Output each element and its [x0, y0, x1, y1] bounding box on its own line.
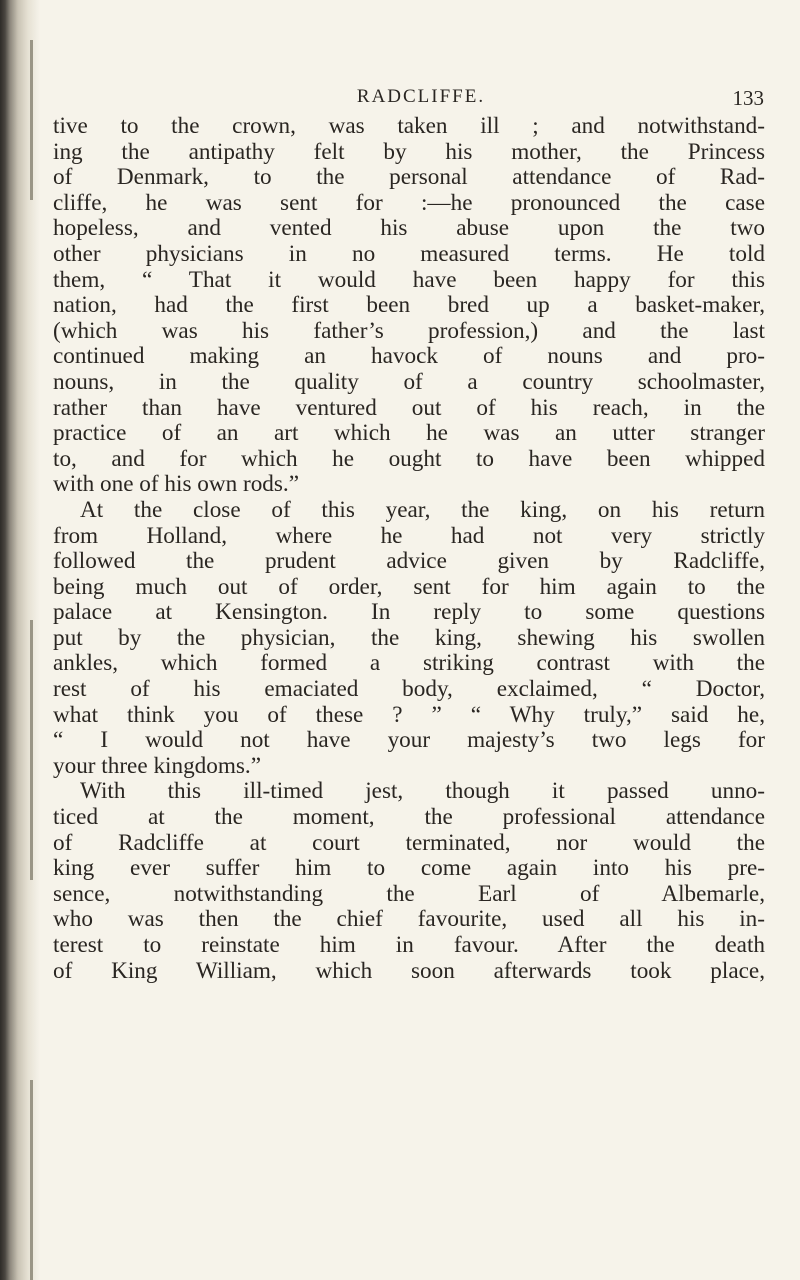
text-line: from Holland, where he had not very strictly — [53, 522, 765, 549]
page-number: 133 — [732, 86, 764, 110]
text-line: nation, had the first been bred up a basket-maker, — [53, 292, 765, 319]
book-spine-shadow — [0, 0, 40, 1280]
text-line: put by the physician, the king, shewing his swollen — [53, 624, 765, 651]
text-line: rather than have ventured out of his reach, in the — [53, 394, 765, 421]
text-line: “ I would not have your majesty’s two legs for — [53, 727, 765, 754]
text-line: terest to reinstate him in favour. After the death — [53, 932, 765, 958]
text-line: to, and for which he ought to have been whipped — [53, 445, 765, 472]
text-line: with one of his own rods.” — [53, 471, 300, 498]
spine-gutter-line — [30, 40, 33, 200]
text-line: them, “ That it would have been happy for this — [53, 266, 765, 293]
paragraph-start-line: With this ill-timed jest, though it passed unno- — [80, 778, 765, 805]
text-line: palace at Kensington. In reply to some questions — [53, 599, 765, 626]
text-line: of Radcliffe at court terminated, nor would the — [53, 829, 765, 856]
text-line: nouns, in the quality of a country schoolmaster, — [53, 368, 765, 395]
text-line: what think you of these ? ” “ Why truly,” said he, — [53, 701, 765, 728]
text-line: ing the antipathy felt by his mother, the Princess — [53, 138, 765, 165]
text-line: of King William, which soon afterwards took place, — [53, 957, 765, 984]
spine-gutter-line — [30, 620, 33, 880]
text-line: (which was his father’s profession,) and the last — [53, 317, 765, 344]
text-line: ticed at the moment, the professional attendance — [53, 804, 765, 831]
spine-gutter-line — [30, 1080, 33, 1280]
text-line: practice of an art which he was an utter stranger — [53, 420, 765, 447]
paragraph-start-line: At the close of this year, the king, on his return — [80, 496, 765, 523]
page-header — [58, 86, 764, 116]
text-line: other physicians in no measured terms. He told — [53, 240, 765, 267]
text-line: your three kingdoms.” — [53, 752, 261, 779]
text-line: who was then the chief favourite, used all his in- — [53, 906, 765, 933]
text-line: hopeless, and vented his abuse upon the two — [53, 215, 765, 242]
text-line: king ever suffer him to come again into his pre- — [53, 855, 765, 882]
text-line: of Denmark, to the personal attendance of Rad- — [53, 164, 765, 191]
text-line: rest of his emaciated body, exclaimed, “ Doctor, — [53, 676, 765, 703]
text-line: continued making an havock of nouns and pro- — [53, 343, 765, 370]
text-line: tive to the crown, was taken ill ; and notwithstand- — [53, 113, 765, 139]
text-line: being much out of order, sent for him again to the — [53, 573, 765, 600]
text-line: cliffe, he was sent for :—he pronounced the case — [53, 189, 765, 216]
body-text — [53, 114, 765, 984]
text-line: ankles, which formed a striking contrast with the — [53, 650, 765, 677]
text-line: followed the prudent advice given by Radcliffe, — [53, 548, 765, 575]
running-head: RADCLIFFE. — [356, 86, 486, 107]
text-line: sence, notwithstanding the Earl of Albemarle, — [53, 880, 765, 907]
